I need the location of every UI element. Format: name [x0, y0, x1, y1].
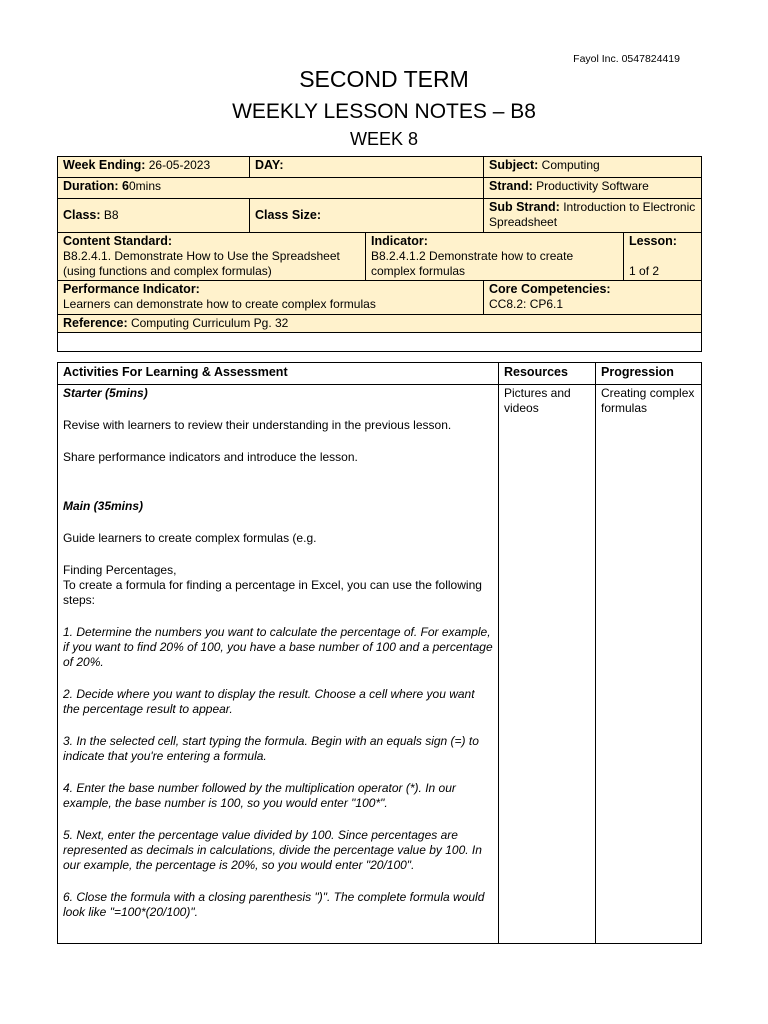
reference-cell: Reference: Computing Curriculum Pg. 32: [58, 315, 702, 333]
sub-strand-cell: Sub Strand: Introduction to Electronic Spreadsheet: [484, 199, 702, 233]
main-text-1: Guide learners to create complex formulas (e.g.: [63, 531, 317, 545]
resources-content: Pictures and videos: [499, 385, 596, 944]
content-standard-cell: Content Standard: B8.2.4.1. Demonstrate How to Use the Spreadsheet (using functions and complex formulas): [58, 233, 366, 281]
starter-text-1: Revise with learners to review their understanding in the previous lesson.: [63, 418, 452, 432]
strand-cell: Strand: Productivity Software: [484, 178, 702, 199]
main-text-3: To create a formula for finding a percentage in Excel, you can use the following steps:: [63, 578, 482, 607]
activities-content: [58, 385, 499, 944]
activities-table: [57, 362, 702, 944]
progression-header: Progression: [596, 363, 702, 385]
spacer-row: [58, 333, 702, 352]
step-2: 2. Decide where you want to display the result. Choose a cell where you want the percentage result to appear.: [63, 687, 475, 716]
main-text-2: Finding Percentages,: [63, 563, 177, 577]
week-ending-cell: Week Ending: 26-05-2023: [58, 157, 250, 178]
step-4: 4. Enter the base number followed by the multiplication operator (*). In our example, the base number is 100, so you would enter "100*".: [63, 781, 456, 810]
resources-header: Resources: [499, 363, 596, 385]
term-title: SECOND TERM: [299, 66, 469, 92]
class-size-cell: Class Size:: [250, 199, 484, 233]
performance-indicator-cell: Performance Indicator: Learners can demonstrate how to create complex formulas: [58, 281, 484, 315]
activities-header: Activities For Learning & Assessment: [58, 363, 499, 385]
subject-cell: Subject: Computing: [484, 157, 702, 178]
core-competencies-cell: Core Competencies: CC8.2: CP6.1: [484, 281, 702, 315]
step-5: 5. Next, enter the percentage value divided by 100. Since percentages are represented as decimals in calculations, divide the percentage value by 100. In our example, the percentage is 20%, so you would enter "20/100".: [63, 828, 482, 872]
step-1: 1. Determine the numbers you want to calculate the percentage of. For example, if you want to find 20% of 100, you have a base number of 100 and a percentage of 20%.: [63, 625, 493, 669]
starter-heading: Starter (5mins): [63, 386, 148, 400]
starter-text-2: Share performance indicators and introduce the lesson.: [63, 450, 358, 464]
class-cell: Class: B8: [58, 199, 250, 233]
notes-title: WEEKLY LESSON NOTES – B8: [232, 100, 536, 123]
day-cell: DAY:: [250, 157, 484, 178]
duration-cell: Duration: 60mins: [58, 178, 484, 199]
main-heading: Main (35mins): [63, 499, 144, 513]
lesson-info-table: [57, 156, 702, 352]
progression-content: Creating complex formulas: [596, 385, 702, 944]
header-note: Fayol Inc. 0547824419: [573, 53, 680, 65]
lesson-cell: Lesson: 1 of 2: [624, 233, 702, 281]
indicator-cell: Indicator: B8.2.4.1.2 Demonstrate how to create complex formulas: [366, 233, 624, 281]
week-title: WEEK 8: [349, 129, 419, 149]
step-3: 3. In the selected cell, start typing the formula. Begin with an equals sign (=) to indicate that you're entering a formula.: [63, 734, 479, 763]
step-6: 6. Close the formula with a closing parenthesis ")". The complete formula would look like "=100*(20/100)".: [63, 890, 485, 919]
